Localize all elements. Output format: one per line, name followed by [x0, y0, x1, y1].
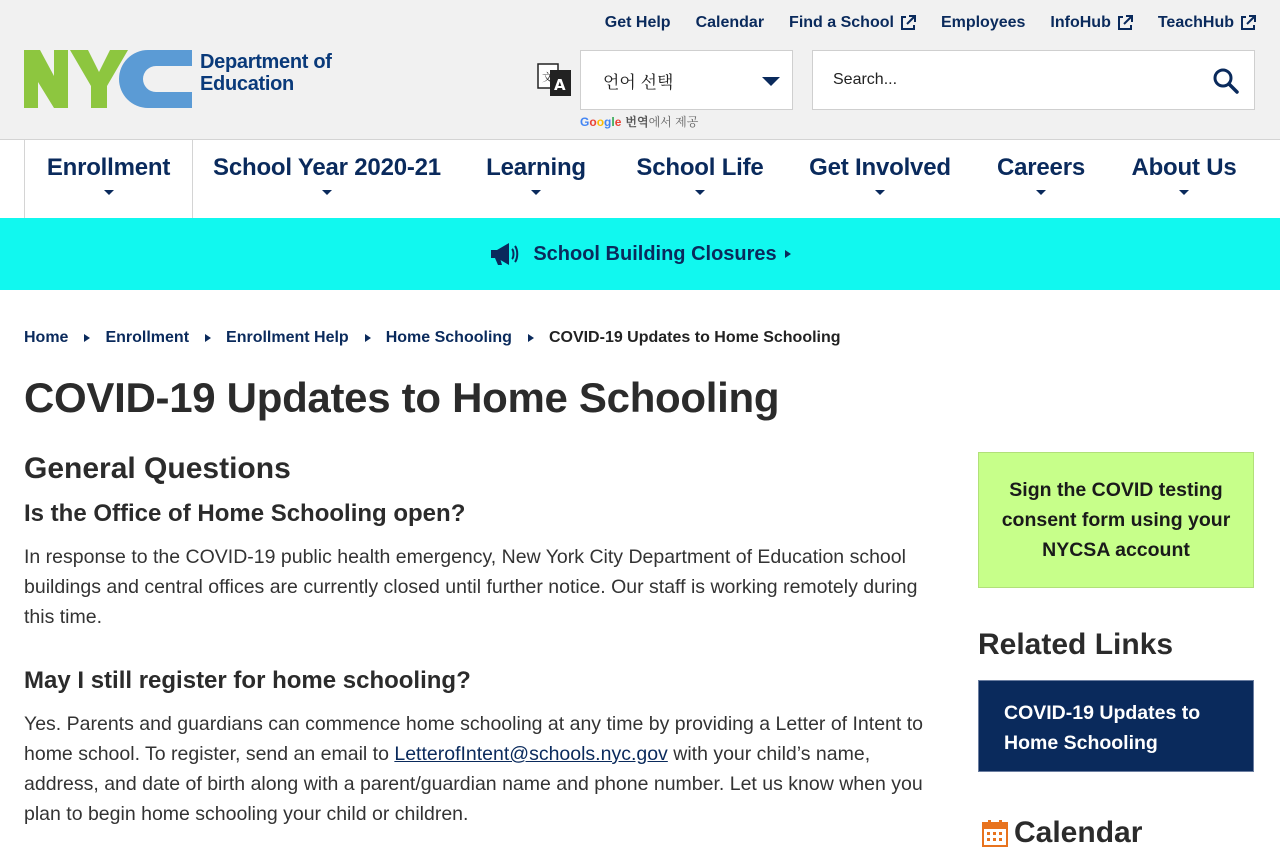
google-translate-attribution — [580, 113, 698, 130]
related-link-label: COVID-19 Updates to Home Schooling — [1004, 702, 1201, 754]
util-link-find-a-school[interactable] — [789, 12, 916, 34]
caret-down-icon — [875, 190, 885, 195]
nav-item-school-life[interactable] — [618, 140, 782, 218]
email-link[interactable]: LetterofIntent@schools.nyc.gov — [394, 743, 668, 765]
nav-item-learning[interactable] — [470, 140, 602, 218]
breadcrumb-enrollment[interactable]: Enrollment — [105, 329, 190, 346]
caret-down-icon — [104, 190, 114, 195]
language-select[interactable] — [580, 50, 793, 110]
nav-item-about-us[interactable] — [1116, 140, 1252, 218]
util-link-infohub[interactable] — [1050, 12, 1132, 34]
caret-down-icon — [695, 190, 705, 195]
answer-paragraph — [24, 709, 944, 829]
nav-item-label: School Year 2020-21 — [213, 154, 441, 181]
utility-nav — [580, 12, 1256, 34]
answer-text: with your child’s name, address, and date of birth along with a parent/guardian name and phone number. Let us know when you plan to begin home schooling your child or children. — [24, 743, 923, 825]
calendar-heading — [982, 816, 1142, 850]
answer-text: Yes. Parents and guardians can commence home schooling at any time by providing a Letter of Intent to home school. To register, send an email to — [24, 713, 923, 765]
main-nav — [0, 140, 1280, 218]
search-box — [812, 50, 1255, 110]
answer-paragraph: In response to the COVID-19 public health emergency, New York City Department of Education school buildings and central offices are currently closed until further notice. Our staff is working remotely during this time. — [24, 546, 918, 628]
breadcrumb — [24, 329, 841, 347]
nav-item-label: Enrollment — [46, 154, 171, 181]
external-link-icon — [1240, 15, 1256, 31]
caret-right-icon — [365, 334, 371, 342]
nav-item-careers[interactable] — [980, 140, 1102, 218]
nav-item-label: School Life — [636, 154, 764, 181]
caret-right-icon — [528, 334, 534, 342]
util-link-label: InfoHub — [1050, 14, 1111, 31]
caret-right-icon — [205, 334, 211, 342]
page-title: COVID-19 Updates to Home Schooling — [24, 374, 780, 421]
chevron-down-icon — [762, 77, 780, 86]
caret-down-icon — [531, 190, 541, 195]
breadcrumb-home-schooling[interactable]: Home Schooling — [385, 329, 512, 346]
nyc-logo-mark — [24, 50, 192, 108]
question-heading: Is the Office of Home Schooling open? — [24, 500, 466, 527]
school-building-closures-link[interactable] — [489, 241, 790, 267]
google-logo: Google — [580, 114, 622, 129]
logo-text — [200, 51, 332, 95]
nav-item-label: About Us — [1131, 154, 1237, 181]
caret-right-icon — [84, 334, 90, 342]
logo-line-1: Department of — [200, 51, 332, 73]
util-link-employees[interactable] — [941, 12, 1025, 34]
calendar-heading-label: Calendar — [1014, 816, 1143, 849]
translate-icon — [537, 60, 573, 98]
util-link-calendar[interactable] — [696, 12, 764, 34]
util-link-label: Employees — [940, 14, 1026, 31]
calendar-icon — [982, 819, 1008, 847]
breadcrumb-current: COVID-19 Updates to Home Schooling — [548, 329, 841, 346]
nav-item-school-year[interactable] — [193, 140, 461, 218]
powered-word: 번역 — [625, 115, 649, 129]
search-input[interactable] — [813, 51, 1193, 109]
main-content — [24, 450, 944, 825]
nav-item-label: Careers — [996, 154, 1085, 181]
external-link-icon — [900, 15, 916, 31]
nyc-doe-logo[interactable] — [24, 50, 332, 108]
question-heading: May I still register for home schooling? — [24, 667, 471, 694]
util-link-teachhub[interactable] — [1158, 12, 1256, 34]
logo-line-2: Education — [200, 73, 294, 95]
breadcrumb-enrollment-help[interactable]: Enrollment Help — [226, 329, 349, 346]
util-link-label: TeachHub — [1157, 14, 1234, 31]
util-link-label: Get Help — [604, 14, 671, 31]
svg-text:文: 文 — [542, 71, 553, 84]
util-link-label: Calendar — [695, 14, 765, 31]
caret-right-icon — [785, 250, 791, 258]
caret-down-icon — [1179, 190, 1189, 195]
nav-item-enrollment[interactable] — [24, 140, 193, 218]
search-icon[interactable] — [1212, 67, 1240, 95]
svg-text:A: A — [554, 76, 566, 94]
related-link-covid-updates[interactable] — [978, 680, 1254, 772]
related-links-heading: Related Links — [978, 628, 1174, 661]
util-link-label: Find a School — [789, 14, 894, 31]
caret-down-icon — [1036, 190, 1046, 195]
breadcrumb-home[interactable]: Home — [24, 329, 69, 346]
alert-banner — [0, 218, 1280, 290]
nav-item-get-involved[interactable] — [795, 140, 965, 218]
util-link-get-help[interactable] — [605, 12, 671, 34]
nav-item-label: Learning — [486, 154, 586, 181]
powered-rest: 에서 제공 — [648, 115, 699, 129]
site-header — [0, 0, 1280, 140]
covid-testing-consent-button[interactable] — [978, 452, 1254, 588]
external-link-icon — [1117, 15, 1133, 31]
caret-down-icon — [322, 190, 332, 195]
language-select-value: 언어 선택 — [603, 72, 674, 92]
nav-item-label: Get Involved — [809, 154, 951, 181]
cta-label: Sign the COVID testing consent form using your NYCSA account — [1001, 479, 1231, 561]
alert-label: School Building Closures — [533, 242, 777, 265]
megaphone-icon — [489, 241, 519, 267]
section-heading: General Questions — [24, 452, 291, 485]
